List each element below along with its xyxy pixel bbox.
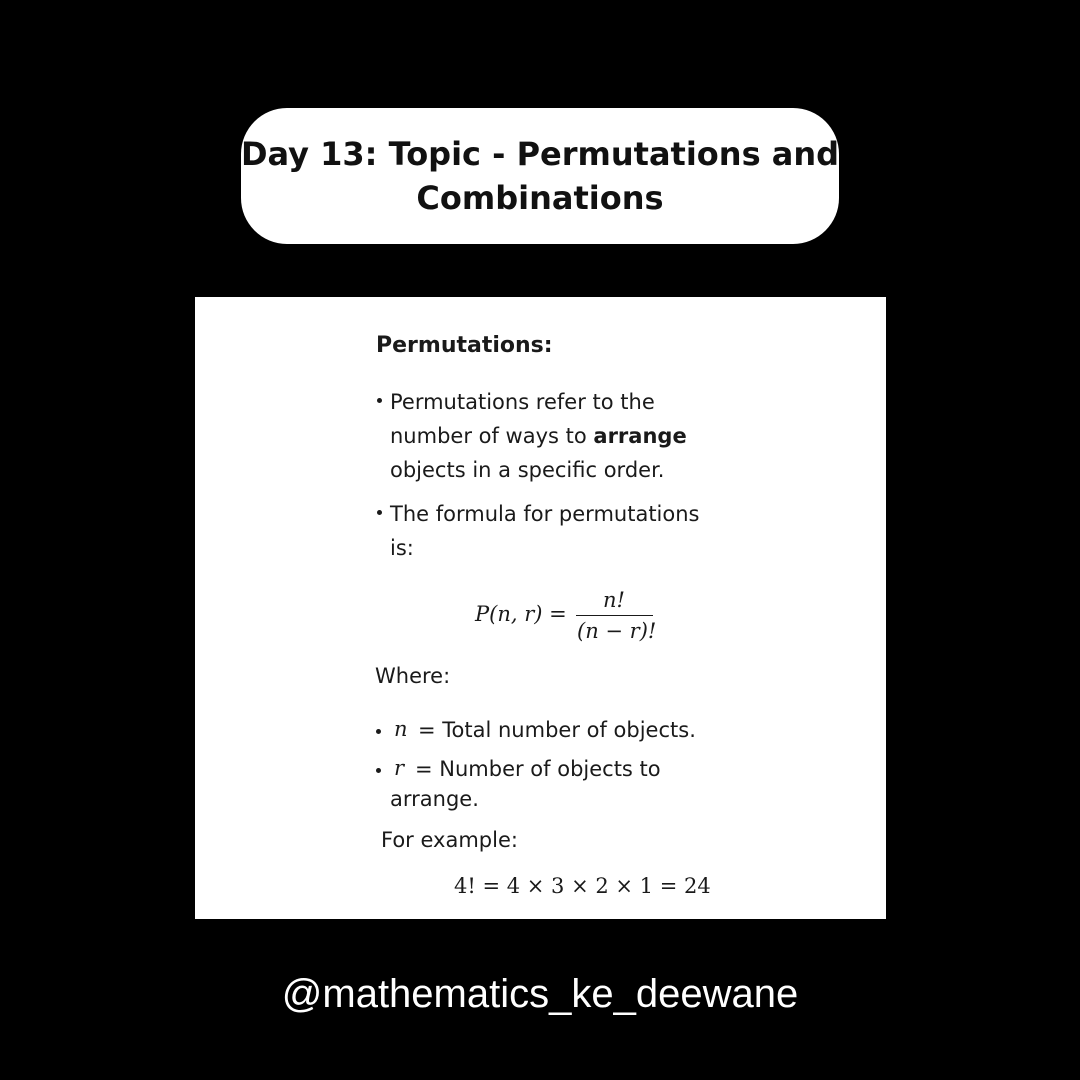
bullet-2-line-2: is: xyxy=(390,536,414,560)
title-line-1: Day 13: Topic - Permutations and xyxy=(240,135,840,173)
title-banner xyxy=(241,108,839,244)
bullet-1-line-1: Permutations refer to the xyxy=(390,390,655,414)
formula-numerator: n! xyxy=(603,588,625,612)
bullet-1-emphasis: arrange xyxy=(593,424,687,448)
fraction-bar xyxy=(576,615,653,616)
bullet-dot-icon xyxy=(377,510,382,515)
formula-lhs: P(n, r) = xyxy=(475,602,567,626)
title-line-2: Combinations xyxy=(416,179,664,217)
definition-n-symbol: n xyxy=(394,717,408,741)
example-label: For example: xyxy=(381,828,518,852)
definition-n-text: = Total number of objects. xyxy=(418,718,696,742)
bullet-1-line-2-text: number of ways to xyxy=(390,424,594,448)
content-card xyxy=(195,297,886,919)
where-label: Where: xyxy=(375,664,451,688)
section-heading: Permutations: xyxy=(376,333,553,358)
definition-r-text: = Number of objects to xyxy=(415,757,661,781)
definition-r-symbol: r xyxy=(394,756,405,780)
bullet-dot-icon xyxy=(377,398,382,403)
bullet-2-line-1: The formula for permutations xyxy=(390,502,700,526)
example-formula: 4! = 4 × 3 × 2 × 1 = 24 xyxy=(454,874,711,898)
bullet-1-line-2 xyxy=(390,424,687,448)
definition-r-text-line-2: arrange. xyxy=(390,787,479,811)
social-handle: @mathematics_ke_deewane xyxy=(281,972,799,1016)
bullet-1-line-3: objects in a specific order. xyxy=(390,458,665,482)
bullet-dot-icon xyxy=(376,729,381,734)
bullet-dot-icon xyxy=(376,768,381,773)
formula-denominator: (n − r)! xyxy=(577,619,657,643)
